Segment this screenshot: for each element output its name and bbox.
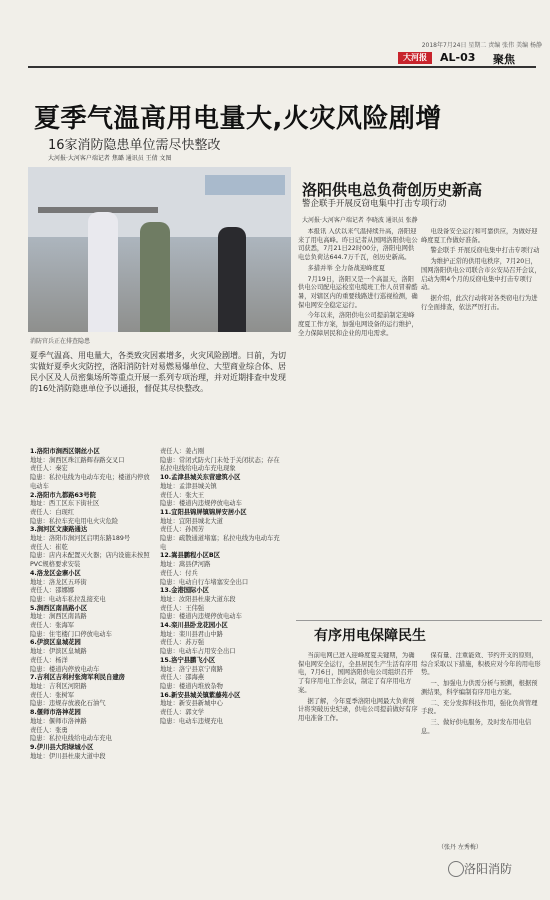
hazard-item-line: 责任人：邵娜娜 [30, 587, 75, 595]
wechat-icon [448, 861, 464, 877]
hazard-item-line: 责任人：王伟强 [160, 604, 205, 612]
hazard-item-line: 责任人：张树军 [30, 691, 75, 699]
hazard-item-title: 16.新安县城关镇紫藤苑小区 [160, 691, 241, 699]
hazard-item-line: 责任人：苏万强 [160, 639, 205, 647]
article-paragraph: 据介绍，此次行动将对各类窃电行为进行全面排查，依法严厉打击。 [421, 294, 538, 311]
hazard-item-line: 地址：新安县新城中心 [160, 700, 223, 708]
hazard-item-line: 地址：伊滨区皇城路 [30, 648, 87, 656]
hazard-item-title: 9.伊川县大阳绿城小区 [30, 743, 94, 751]
hazard-item-line: 责任人：邵海燕 [160, 674, 205, 682]
photo-caption: 消防官兵正在排查隐患 [30, 338, 91, 345]
hazard-item-line: 隐患：常闭式防火门未处于关闭状态；存在私拉电线给电动车充电现象 [160, 456, 280, 473]
article-byline-power: 大河报·大河客户端记者 李晓波 通讯员 张静 [302, 217, 418, 224]
hazard-item-line: 隐患：店内未配置灭火器；店内设施未按照PVC规格要求安装 [30, 552, 150, 569]
hazard-item-line: 地址：涧西区南昌路 [30, 613, 87, 621]
hazard-item-line: 责任人：张大王 [160, 491, 205, 499]
page-header [0, 0, 550, 66]
header-divider [28, 66, 536, 68]
main-subhead: 16家消防隐患单位需尽快整改 [48, 138, 221, 153]
article-paragraph: 7月19日，洛阳又是一个高温天，洛阳供电公司配电运检室电缆班工作人员冒着酷暑，对辖区内的重要线路进行巡视检测，确保电网安全稳定运行。 [298, 275, 418, 309]
article-paragraph: 多措并举 全力备战迎峰度夏 [307, 264, 386, 272]
hazard-item-title: 11.宜阳县锦屏镇锦屏安居小区 [160, 508, 247, 516]
hazard-item-line: 责任人：杨洋 [30, 656, 68, 664]
section-name: 聚焦 [493, 53, 515, 66]
article-credit: （张丹 左秀梅） [438, 844, 482, 851]
article-title-power: 洛阳供电总负荷创历史新高 [302, 181, 483, 199]
hazard-item-line: 地址：涧西区珠江路辉春路交叉口 [30, 456, 125, 464]
hazard-item-line: 地址：洛宁县京宁南路 [160, 665, 223, 673]
hazard-item-title: 7.吉利区吉利村张湾军利民自建房 [30, 674, 125, 682]
hazard-item-line: 地址：偃师市洛神路 [30, 717, 87, 725]
article-paragraph: 为维护正常的供用电秩序，7月20日，国网洛阳供电公司联合市公安局召开会议，启动为期4个月的反窃电集中打击专项行动。 [421, 258, 541, 292]
hazard-item-line: 地址：嵩县伊河路 [160, 561, 211, 569]
hazard-list-right [160, 448, 285, 727]
hazard-item-line: 隐患：楼道内停放电动车 [30, 665, 100, 673]
hazard-item-line: 责任人：姜占刚 [160, 448, 205, 455]
article-column-3 [298, 652, 418, 870]
main-byline: 大河报·大河客户端记者 焦璐 通讯员 王倩 文图 [48, 155, 172, 162]
hazard-item-title: 2.洛阳市九都路63号院 [30, 491, 96, 499]
hazard-item-line: 责任人：张勇 [30, 726, 68, 734]
hazard-item-title: 14.栾川县卧龙花园小区 [160, 622, 228, 630]
hazard-item-title: 5.涧西区南昌路小区 [30, 604, 88, 612]
page-number: AL-03 [440, 51, 476, 64]
hazard-item-line: 地址：西工区东下街社区 [30, 500, 100, 508]
article-subtitle-power: 警企联手开展反窃电集中打击专项行动 [302, 199, 447, 209]
header-date-line: 2018年7月24日 星期二 责编 张伟 美编 杨静 [421, 42, 542, 49]
hazard-item-title: 13.金港国际小区 [160, 587, 209, 595]
hazard-item-line: 责任人：张海军 [30, 622, 75, 630]
hazard-item-title: 6.伊滨区皇城花园 [30, 639, 81, 647]
hazard-item-line: 隐患：电动车违规充电 [160, 717, 223, 725]
hazard-item-title: 15.洛宁县鹏飞小区 [160, 656, 216, 664]
article-column-2 [421, 228, 541, 624]
article-title-orderly: 有序用电保障民生 [314, 628, 426, 644]
article-paragraph: 当前电网已进入迎峰度夏关键期，为确保电网安全运行，全县居民生产生活有序用电，7月6日，国网洛阳供电公司组织召开了有序用电工作会议，制定了有序用电方案。 [298, 652, 418, 694]
hazard-item-title: 1.洛阳市涧西区钢丝小区 [30, 448, 100, 455]
hazard-item-line: 隐患：楼道内违规停放电动车 [160, 500, 242, 508]
photo-person [140, 222, 170, 332]
hazard-item-line: 责任人：付兵 [160, 569, 198, 577]
hazard-item-line: 地址：孟津县城关镇 [160, 482, 217, 490]
hazard-item-line: 地址：伊川县杜康大道中段 [30, 752, 106, 760]
hazard-item-title: 4.洛龙区金寨小区 [30, 569, 81, 577]
news-photo [28, 167, 291, 332]
hazard-item-line: 地址：宜阳县城北大道 [160, 517, 223, 525]
section-divider [296, 620, 542, 621]
hazard-item-line: 地址：洛阳市涧河区启明东路189号 [30, 535, 131, 543]
article-paragraph: 电设备安全运行和可靠供应，为做好迎峰度夏工作做好准备。 [421, 228, 538, 244]
article-column-4 [421, 652, 541, 870]
hazard-item-line: 隐患：楼道内违规停放电动车 [160, 613, 242, 621]
hazard-item-title: 10.孟津县城关东营建筑小区 [160, 474, 241, 482]
watermark: 洛阳消防 [464, 862, 513, 876]
hazard-item-line: 隐患：私拉电线为电动车充电；楼道内停放电动车 [30, 474, 150, 490]
hazard-item-line: 隐患：疏散通道堵塞；私拉电线为电动车充电 [160, 535, 280, 551]
photo-person [218, 227, 246, 332]
hazard-item-line: 地址：洛龙区五环街 [30, 578, 87, 586]
article-paragraph: 今年以来，洛阳供电公司提前制定迎峰度夏工作方案，加强电网设备的运行维护，全力保障居民和企业的用电需求。 [298, 312, 418, 337]
hazard-list-left [30, 448, 155, 761]
hazard-item-line: 地址：吉利区河阳路 [30, 682, 87, 690]
hazard-item-line: 责任人：秦宏 [30, 465, 68, 473]
hazard-item-line: 隐患：私拉车充电用电火灾危险 [30, 517, 119, 525]
article-paragraph: 保有量、注重能效、节约开支的原则，综合采取以下措施，积极应对今年的用电形势。 [421, 652, 541, 677]
hazard-item-line: 责任人：白现红 [30, 508, 75, 516]
hazard-item-line: 隐患：住宅楼门口停放电动车 [30, 630, 112, 638]
article-paragraph: 据了解，今年夏季洛阳电网最大负荷预计将突破历史纪录，供电公司提前做好有序用电准备工作。 [298, 697, 418, 722]
hazard-item-line: 隐患：电动车占用安全出口 [160, 648, 236, 656]
hazard-item-line: 责任人：孙国芳 [160, 526, 205, 534]
article-paragraph: 本报讯 入伏以来气温持续升高，洛阳迎来了用电高峰。昨日记者从国网洛阳供电公司获悉，7月21日22时00分，洛阳电网供电总负荷达644.7万千瓦，创历史新高。 [298, 228, 418, 262]
hazard-item-line: 隐患：违规存放液化石油气 [30, 700, 106, 708]
hazard-item-line: 隐患：私拉电线给电动车充电 [30, 735, 112, 743]
article-paragraph: 一、加强电力供需分析与预测，根据预测结果，科学编制有序用电方案。 [421, 680, 538, 696]
hazard-item-title: 8.偃师市洛神花园 [30, 709, 81, 717]
hazard-item-line: 地址：汝阳县杜康大道东段 [160, 595, 236, 603]
hazard-item-title: 12.嵩县鹏程小区B区 [160, 552, 221, 560]
hazard-item-line: 地址：栾川县君山中路 [160, 630, 223, 638]
lead-paragraph: 夏季气温高、用电量大，各类致灾因素增多，火灾风险剧增。日前，为切实做好夏季火灾防控，洛阳消防针对易燃易爆单位、大型商业综合体、居民小区及人员密集场所等重点开展一系列专项治理，并对近期排查中发现的16处消防隐患单位予以通报，督促其尽快整改。 [30, 351, 286, 393]
article-column-1 [298, 228, 418, 624]
main-headline: 夏季气温高用电量大,火灾风险剧增 [34, 104, 442, 134]
hazard-item-title: 3.涧河区文康路通达 [30, 526, 88, 534]
hazard-item-line: 隐患：电动车私拉乱接充电 [30, 595, 106, 603]
article-paragraph: 二、充分发挥科技作用，强化负荷管理手段。 [421, 699, 538, 716]
hazard-item-line: 责任人：郭文学 [160, 709, 205, 717]
hazard-item-line: 隐患：电动自行车堵塞安全出口 [160, 578, 249, 586]
newspaper-logo: 大河报 [398, 52, 432, 64]
photo-sign [205, 175, 285, 195]
photo-person [88, 212, 118, 332]
article-paragraph: 警企联手 开展反窃电集中打击专项行动 [430, 247, 540, 255]
article-paragraph: 三、做好供电服务，及时发布用电信息。 [421, 718, 532, 735]
hazard-item-line: 责任人：崔乾 [30, 543, 68, 551]
hazard-item-line: 隐患：楼道内堆放杂物 [160, 682, 223, 690]
